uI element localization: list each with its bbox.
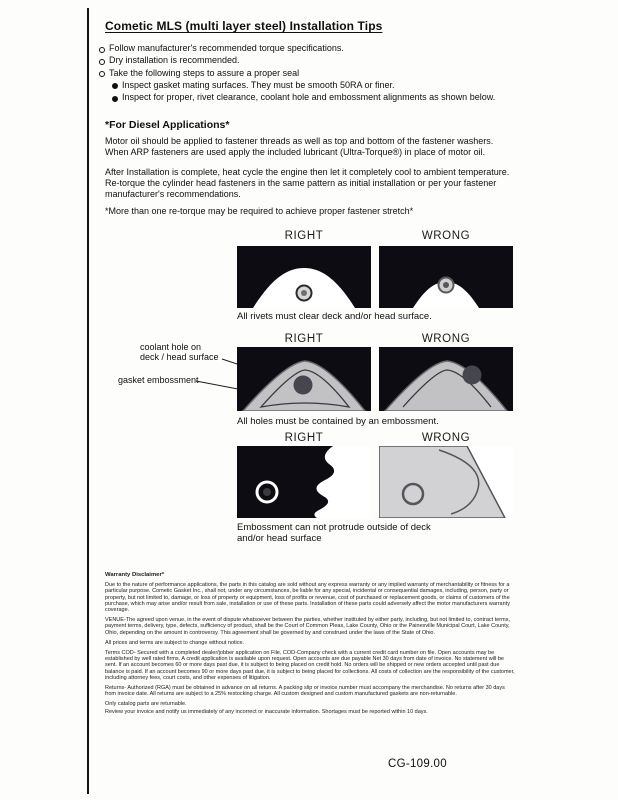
tip-item — [99, 56, 515, 66]
tip-item — [99, 69, 515, 79]
tip-sub-item — [99, 93, 515, 103]
disclaimer-paragraph: All prices and terms are subject to change without notice. — [105, 639, 245, 646]
coolant-hole — [463, 366, 482, 385]
diesel-applications-heading: *For Diesel Applications* — [105, 119, 230, 131]
bolt-hole — [403, 484, 423, 504]
catalog-page-code: CG-109.00 — [388, 758, 447, 770]
disclaimer-paragraph: Due to the nature of performance applications, the parts in this catalog are sold without any express warranty or any implied warranty of merchantability or fitness for a particular purpose. Cometic Gasket Inc., shall not, under any circumstances, be liable for any special, incidental or consequential damages, including, person, party or property, but not limited to, damage, or loss of property or equipment, loss of profits or revenue, cost of purchased or replacement goods, or claims of customers of the purchase, which may arise and/or result from sale, installation or use of these parts. Installation of these parts could adversely affect the motor manufacturers warranty coverage. — [105, 582, 510, 614]
embossment-wrong-diagram — [379, 446, 513, 518]
page-edge-rule — [87, 8, 89, 794]
right-label: RIGHT — [284, 230, 324, 242]
circle-bullet-icon — [99, 71, 105, 77]
right-label: RIGHT — [284, 432, 324, 444]
rivet-clearance-right-diagram — [237, 246, 371, 308]
coolant-hole-right-diagram — [237, 347, 371, 411]
circle-bullet-icon — [99, 59, 105, 65]
embossment-right-diagram — [237, 446, 371, 518]
tip-item — [99, 44, 515, 54]
dot-bullet-icon — [112, 83, 118, 89]
row2-caption: All holes must be contained by an embossment. — [237, 416, 439, 427]
right-label: RIGHT — [284, 333, 324, 345]
rivet-clearance-wrong-diagram — [379, 246, 513, 308]
wrong-label: WRONG — [421, 432, 471, 444]
row3-caption-line1: Embossment can not protrude outside of deck — [237, 522, 431, 533]
coolant-hole — [294, 376, 313, 395]
diesel-paragraph-1: Motor oil should be applied to fastener threads as well as top and bottom of the fastener washers. When ARP fasteners are used apply the included lubricant (Ultra-Torque®) in place of motor oil. — [105, 136, 494, 157]
tip-text: Dry installation is recommended. — [109, 55, 240, 66]
circle-bullet-icon — [99, 47, 105, 53]
disclaimer-paragraph: Review your invoice and notify us immediately of any incorrect or inaccurate information. Shortages must be reported within 10 days. — [105, 708, 428, 715]
disclaimer-heading: Warranty Disclaimer* — [105, 572, 165, 578]
dot-bullet-icon — [112, 96, 118, 102]
tip-text: Inspect for proper, rivet clearance, coolant hole and embossment alignments as shown below. — [122, 92, 496, 103]
tip-text: Follow manufacturer's recommended torque specifications. — [109, 43, 344, 53]
row1-caption: All rivets must clear deck and/or head surface. — [237, 311, 432, 322]
row3-caption-line2: and/or head surface — [237, 533, 322, 544]
disclaimer-paragraph: VENUE-The agreed upon venue, in the event of dispute whatsoever between the parties, whether instituted by either party, including, but not limited to, contract terms, payment terms, delivery, type, defects, sufficiency of product, shall be the Court of Common Pleas, Lake County, Ohio or the Painesville Municipal Court, Lake County, Ohio, depending on the amount in controversy. This agreement shall be governed by and construed under the laws of the State of Ohio. — [105, 617, 510, 636]
retorque-note: *More than one re-torque may be required to achieve proper fastener stretch* — [105, 206, 414, 216]
tip-text: Inspect gasket mating surfaces. They must be smooth 50RA or finer. — [122, 79, 395, 90]
wrong-label: WRONG — [421, 333, 471, 345]
wrong-label: WRONG — [421, 230, 471, 242]
warranty-disclaimer — [105, 572, 515, 719]
disclaimer-paragraph: Only catalog parts are returnable. — [105, 701, 187, 708]
coolant-hole-callout: coolant hole on deck / head surface — [140, 342, 219, 362]
gasket-embossment-callout: gasket embossment — [118, 375, 199, 385]
disclaimer-paragraph: Returns- Authorized (RGA) must be obtained in advance on all returns. A packing slip or invoice number must accompany the merchandise. No returns after 30 days from invoice date. All returns are subject to a 25% restocking charge. All custom designed and custom manufactured gaskets are non-returnable. — [105, 685, 505, 698]
page-title: Cometic MLS (multi layer steel) Installation Tips — [105, 19, 383, 33]
disclaimer-paragraph: Terms COD- Secured with a completed dealer/jobber application on File, COD-Company check with a current credit card number on file. Open accounts may be established by well rated firms. A credit application is available upon request. Open accounts are due payable Net 30 days from date of invoice. No statement will be sent. If an account becomes 60 or more days past due, it is subject to being placed on credit hold. No orders will be shipped or new orders accepted until past due balance is paid. If an account becomes 90 or more days past due, it is subject to being placed for collections. All costs of collection are the responsibility of the customer, including attorney fees, court costs, and other expenses of litigation. — [105, 650, 515, 681]
tips-list — [99, 44, 515, 105]
diesel-paragraph-2: After Installation is complete, heat cycle the engine then let it completely cool to ambient temperature. Re-torque the cylinder head fasteners in the same pattern as initial installation or per your fastener manufacturer's recommendations. — [105, 167, 510, 199]
tip-text: Take the following steps to assure a proper seal — [109, 67, 300, 78]
tip-sub-item — [99, 81, 515, 91]
coolant-hole-wrong-diagram — [379, 347, 513, 411]
deck-with-embossment — [237, 446, 334, 518]
